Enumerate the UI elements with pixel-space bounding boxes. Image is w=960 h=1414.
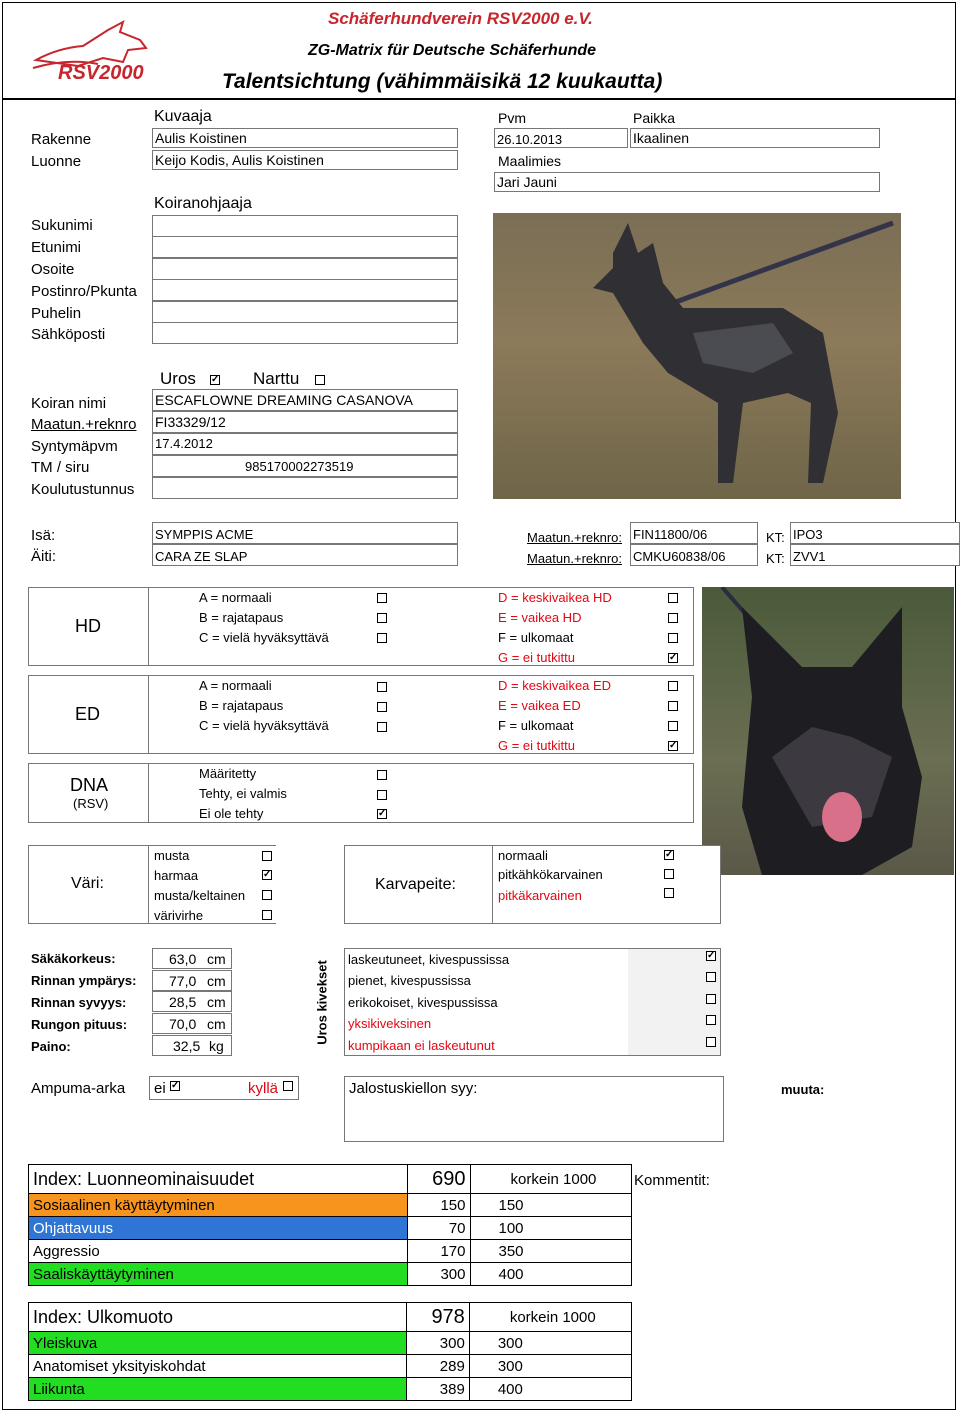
dna-option-1: Määritetty bbox=[199, 766, 257, 781]
dam-kt-label: KT: bbox=[766, 551, 785, 566]
hd-e-checkbox[interactable] bbox=[668, 613, 678, 623]
hd-c-checkbox[interactable] bbox=[377, 633, 387, 643]
dna-1-checkbox[interactable] bbox=[377, 770, 387, 780]
chip-field[interactable] bbox=[152, 455, 458, 477]
rsv2000-logo bbox=[28, 18, 158, 98]
coat-label: Karvapeite: bbox=[375, 876, 456, 893]
hd-option-g: G = ei tutkittu bbox=[498, 650, 575, 665]
color-3-checkbox[interactable] bbox=[262, 890, 272, 900]
handler-address-label: Osoite bbox=[31, 261, 75, 278]
dam-reg-label: Maatun.+reknro: bbox=[527, 551, 623, 566]
date-label: Pvm bbox=[498, 110, 526, 126]
color-option-3: musta/keltainen bbox=[154, 888, 246, 903]
testicles-1-checkbox[interactable]: ✓ bbox=[707, 950, 716, 961]
handler-surname-field[interactable] bbox=[152, 215, 458, 237]
appearance-row-label: Anatomiset yksityiskohdat bbox=[29, 1355, 407, 1378]
ed-option-a: A = normaali bbox=[199, 678, 272, 693]
page-title: Talentsichtung (vähimmäisikä 12 kuukautta) bbox=[222, 70, 663, 93]
testicles-5-checkbox[interactable] bbox=[706, 1037, 716, 1047]
coat-option-1: normaali bbox=[498, 848, 548, 863]
reg-field[interactable] bbox=[152, 411, 458, 433]
appearance-row-label: Liikunta bbox=[29, 1378, 407, 1401]
character-row bbox=[29, 1217, 632, 1240]
color-label: Väri: bbox=[71, 875, 104, 892]
breeding-ban-label: Jalostuskiellon syy: bbox=[349, 1080, 478, 1097]
hd-option-d: D = keskivaikea HD bbox=[498, 590, 612, 605]
photographer-label: Kuvaaja bbox=[154, 108, 212, 125]
chest-value: 77,0 bbox=[169, 973, 197, 989]
place-label: Paikka bbox=[633, 110, 676, 126]
luonne-value: Keijo Kodis, Aulis Koistinen bbox=[155, 152, 324, 168]
comments-label: Kommentit: bbox=[634, 1172, 710, 1189]
hd-option-f: F = ulkomaat bbox=[498, 630, 574, 645]
character-index-total: 690 bbox=[407, 1165, 470, 1194]
character-row bbox=[29, 1240, 632, 1263]
character-row-value: 300 bbox=[407, 1263, 470, 1286]
handler-title: Koiranohjaaja bbox=[154, 195, 252, 212]
hd-option-e: E = vaikea HD bbox=[498, 610, 582, 625]
dna-2-checkbox[interactable] bbox=[377, 790, 387, 800]
dna-divider bbox=[148, 763, 149, 823]
handler-surname-label: Sukunimi bbox=[31, 217, 93, 234]
date-field[interactable] bbox=[494, 128, 628, 148]
testicles-2-checkbox[interactable] bbox=[706, 972, 716, 982]
depth-value: 28,5 bbox=[169, 994, 197, 1010]
character-row-max: 150 bbox=[470, 1194, 632, 1217]
length-unit: cm bbox=[207, 1016, 226, 1032]
hd-b-checkbox[interactable] bbox=[377, 613, 387, 623]
sire-reg-value: FIN11800/06 bbox=[633, 527, 708, 542]
birth-label: Syntymäpvm bbox=[31, 438, 118, 455]
coat-divider-inner bbox=[492, 845, 493, 924]
ed-g-checkbox[interactable]: ✓ bbox=[669, 740, 678, 751]
appearance-index-header bbox=[29, 1303, 632, 1332]
height-label: Säkäkorkeus: bbox=[31, 951, 116, 966]
appearance-index-total: 978 bbox=[406, 1303, 469, 1332]
testicles-option-2: pienet, kivespussissa bbox=[348, 973, 471, 988]
character-row-value: 70 bbox=[407, 1217, 470, 1240]
weight-unit: kg bbox=[209, 1038, 224, 1054]
male-label: Uros bbox=[160, 369, 196, 388]
character-row-max: 400 bbox=[470, 1263, 632, 1286]
testicles-option-4: yksikiveksinen bbox=[348, 1016, 432, 1031]
training-label: Koulutustunnus bbox=[31, 481, 135, 498]
color-option-2: harmaa bbox=[154, 868, 199, 883]
dam-label: Äiti: bbox=[31, 548, 57, 565]
dam-kt-field[interactable] bbox=[790, 544, 960, 566]
ed-a-checkbox[interactable] bbox=[377, 682, 387, 692]
chest-label: Rinnan ympärys: bbox=[31, 973, 137, 988]
training-field[interactable] bbox=[152, 477, 458, 499]
gunshy-no-checkbox[interactable]: ✓ bbox=[171, 1080, 180, 1091]
rakenne-field[interactable] bbox=[152, 128, 458, 148]
gunshy-yes-checkbox[interactable] bbox=[283, 1081, 293, 1091]
appearance-row-value: 289 bbox=[406, 1355, 469, 1378]
sire-reg-field[interactable] bbox=[630, 522, 758, 544]
character-row-max: 100 bbox=[470, 1217, 632, 1240]
testicles-option-1: laskeutuneet, kivespussissa bbox=[348, 952, 510, 967]
character-row-label: Sosiaalinen käyttäytyminen bbox=[29, 1194, 408, 1217]
judge-label: Maalimies bbox=[498, 153, 562, 169]
dog-name-label: Koiran nimi bbox=[31, 395, 107, 412]
hd-f-checkbox[interactable] bbox=[668, 633, 678, 643]
character-row-label: Aggressio bbox=[29, 1240, 408, 1263]
handler-firstname-label: Etunimi bbox=[31, 239, 82, 256]
ed-divider bbox=[148, 675, 149, 754]
color-option-4: värivirhe bbox=[154, 908, 204, 923]
ed-option-d: D = keskivaikea ED bbox=[498, 678, 612, 693]
dog-name-value: ESCAFLOWNE DREAMING CASANOVA bbox=[155, 392, 414, 408]
dna-option-3: Ei ole tehty bbox=[199, 806, 264, 821]
character-row-value: 150 bbox=[407, 1194, 470, 1217]
ed-option-b: B = rajatapaus bbox=[199, 698, 284, 713]
appearance-row-value: 389 bbox=[406, 1378, 469, 1401]
dam-reg-value: CMKU60838/06 bbox=[633, 549, 726, 564]
handler-phone-field[interactable] bbox=[152, 301, 458, 323]
handler-firstname-field[interactable] bbox=[152, 236, 458, 258]
coat-option-2: pitkähkökarvainen bbox=[498, 867, 603, 882]
matrix-title: ZG-Matrix für Deutsche Schäferhunde bbox=[308, 42, 597, 59]
hd-label: HD bbox=[75, 616, 101, 636]
reg-value: FI33329/12 bbox=[155, 414, 226, 430]
rakenne-value: Aulis Koistinen bbox=[155, 130, 247, 146]
hd-option-b: B = rajatapaus bbox=[199, 610, 284, 625]
ed-e-checkbox[interactable] bbox=[668, 701, 678, 711]
sire-kt-field[interactable] bbox=[790, 522, 960, 544]
testicles-3-checkbox[interactable] bbox=[706, 994, 716, 1004]
ed-f-checkbox[interactable] bbox=[668, 721, 678, 731]
logo-text: RSV2000 bbox=[58, 62, 144, 84]
dna-option-2: Tehty, ei valmis bbox=[199, 786, 287, 801]
appearance-row-max: 400 bbox=[469, 1378, 631, 1401]
dna-section bbox=[28, 763, 694, 823]
weight-label: Paino: bbox=[31, 1039, 71, 1054]
appearance-row-label: Yleiskuva bbox=[29, 1332, 407, 1355]
sire-reg-label: Maatun.+reknro: bbox=[527, 530, 623, 545]
character-index-max: korkein 1000 bbox=[470, 1165, 632, 1194]
testicles-label: Uros kivekset bbox=[314, 960, 330, 1045]
character-index-title: Index: Luonneominaisuudet bbox=[29, 1165, 408, 1194]
testicles-option-3: erikokoiset, kivespussissa bbox=[348, 995, 498, 1010]
hd-a-checkbox[interactable] bbox=[377, 593, 387, 603]
hd-d-checkbox[interactable] bbox=[668, 593, 678, 603]
chip-value: 985170002273519 bbox=[245, 459, 354, 474]
appearance-row-max: 300 bbox=[469, 1332, 631, 1355]
coat-divider bbox=[344, 845, 345, 924]
ed-c-checkbox[interactable] bbox=[377, 722, 387, 732]
color-coat-gap bbox=[276, 845, 344, 924]
dna-sub-label: (RSV) bbox=[73, 796, 109, 811]
color-2-checkbox[interactable]: ✓ bbox=[263, 869, 272, 880]
color-1-checkbox[interactable] bbox=[262, 851, 272, 861]
length-value: 70,0 bbox=[169, 1016, 197, 1032]
female-label: Narttu bbox=[253, 369, 300, 388]
judge-field[interactable] bbox=[494, 172, 880, 192]
dog-name-field[interactable] bbox=[152, 389, 458, 411]
depth-field[interactable] bbox=[152, 991, 232, 1012]
dog-side-photo bbox=[493, 213, 901, 499]
date-value: 26.10.2013 bbox=[497, 132, 563, 147]
coat-2-checkbox[interactable] bbox=[664, 869, 674, 879]
height-field[interactable] bbox=[152, 948, 232, 969]
dna-label: DNA bbox=[70, 775, 109, 795]
hd-option-c: C = vielä hyväksyttävä bbox=[199, 630, 329, 645]
dam-kt-value: ZVV1 bbox=[793, 549, 826, 564]
ed-option-c: C = vielä hyväksyttävä bbox=[199, 718, 329, 733]
appearance-row-max: 300 bbox=[469, 1355, 631, 1378]
chip-label: TM / siru bbox=[31, 459, 90, 476]
appearance-row bbox=[29, 1332, 632, 1355]
character-row-max: 350 bbox=[470, 1240, 632, 1263]
ed-option-g: G = ei tutkittu bbox=[498, 738, 575, 753]
luonne-field[interactable] bbox=[152, 150, 458, 170]
appearance-index-max: korkein 1000 bbox=[469, 1303, 631, 1332]
character-row bbox=[29, 1194, 632, 1217]
sire-label: Isä: bbox=[31, 527, 56, 544]
depth-unit: cm bbox=[207, 994, 226, 1010]
coat-option-3: pitkäkarvainen bbox=[498, 888, 582, 903]
color-4-checkbox[interactable] bbox=[262, 910, 272, 920]
place-field[interactable] bbox=[630, 128, 880, 148]
character-row bbox=[29, 1263, 632, 1286]
weight-value: 32,5 bbox=[173, 1038, 201, 1054]
handler-phone-label: Puhelin bbox=[31, 305, 82, 322]
gunshy-no-label: ei bbox=[154, 1080, 166, 1097]
place-value: Ikaalinen bbox=[633, 130, 690, 146]
length-field[interactable] bbox=[152, 1013, 232, 1034]
reg-label: Maatun.+reknro bbox=[31, 416, 137, 433]
sire-name-value: SYMPPIS ACME bbox=[155, 527, 254, 542]
birth-value: 17.4.2012 bbox=[155, 436, 213, 451]
org-name: Schäferhundverein RSV2000 e.V. bbox=[328, 9, 593, 28]
ed-option-f: F = ulkomaat bbox=[498, 718, 574, 733]
height-unit: cm bbox=[207, 951, 226, 967]
gunshy-yes-label: kyllä bbox=[248, 1080, 279, 1097]
appearance-index-title: Index: Ulkomuoto bbox=[29, 1303, 407, 1332]
chest-field[interactable] bbox=[152, 970, 232, 991]
sire-name-field[interactable] bbox=[152, 522, 458, 544]
height-value: 63,0 bbox=[169, 951, 197, 967]
sire-kt-label: KT: bbox=[766, 530, 785, 545]
dam-reg-field[interactable] bbox=[630, 544, 758, 566]
weight-field[interactable] bbox=[152, 1035, 232, 1056]
female-checkbox[interactable] bbox=[315, 375, 325, 385]
appearance-row bbox=[29, 1355, 632, 1378]
depth-label: Rinnan syvyys: bbox=[31, 995, 127, 1010]
handler-postal-field[interactable] bbox=[152, 279, 458, 301]
judge-value: Jari Jauni bbox=[497, 174, 557, 190]
dam-name-field[interactable] bbox=[152, 544, 458, 566]
chest-unit: cm bbox=[207, 973, 226, 989]
character-row-label: Ohjattavuus bbox=[29, 1217, 408, 1240]
sire-kt-value: IPO3 bbox=[793, 527, 823, 542]
hd-option-a: A = normaali bbox=[199, 590, 272, 605]
ed-option-e: E = vaikea ED bbox=[498, 698, 581, 713]
appearance-index-table bbox=[28, 1302, 632, 1401]
hd-g-checkbox[interactable]: ✓ bbox=[669, 652, 678, 663]
handler-email-label: Sähköposti bbox=[31, 326, 106, 343]
color-option-1: musta bbox=[154, 848, 190, 863]
handler-postal-label: Postinro/Pkunta bbox=[31, 283, 137, 300]
dna-3-checkbox[interactable]: ✓ bbox=[378, 808, 387, 819]
testicles-option-5: kumpikaan ei laskeutunut bbox=[348, 1038, 495, 1053]
character-row-value: 170 bbox=[407, 1240, 470, 1263]
color-divider bbox=[148, 845, 149, 924]
birth-field[interactable] bbox=[152, 433, 458, 455]
ed-b-checkbox[interactable] bbox=[377, 702, 387, 712]
gunshy-label: Ampuma-arka bbox=[31, 1080, 126, 1097]
rakenne-label: Rakenne bbox=[31, 131, 92, 148]
length-label: Rungon pituus: bbox=[31, 1017, 128, 1032]
luonne-label: Luonne bbox=[31, 153, 82, 170]
other-label: muuta: bbox=[781, 1082, 825, 1097]
testicles-4-checkbox[interactable] bbox=[706, 1015, 716, 1025]
coat-1-checkbox[interactable]: ✓ bbox=[665, 849, 674, 860]
male-checkbox[interactable]: ✓ bbox=[211, 374, 220, 385]
character-index-header bbox=[29, 1165, 632, 1194]
coat-3-checkbox[interactable] bbox=[664, 888, 674, 898]
appearance-row bbox=[29, 1378, 632, 1401]
ed-d-checkbox[interactable] bbox=[668, 681, 678, 691]
appearance-row-value: 300 bbox=[406, 1332, 469, 1355]
handler-email-field[interactable] bbox=[152, 322, 458, 344]
dam-name-value: CARA ZE SLAP bbox=[155, 549, 248, 564]
header-divider bbox=[2, 98, 956, 100]
handler-address-field[interactable] bbox=[152, 258, 458, 280]
ed-label: ED bbox=[75, 704, 101, 724]
dog-head-photo bbox=[702, 587, 954, 875]
hd-divider bbox=[148, 587, 149, 666]
character-index-table bbox=[28, 1164, 632, 1286]
character-row-label: Saaliskäyttäytyminen bbox=[29, 1263, 408, 1286]
